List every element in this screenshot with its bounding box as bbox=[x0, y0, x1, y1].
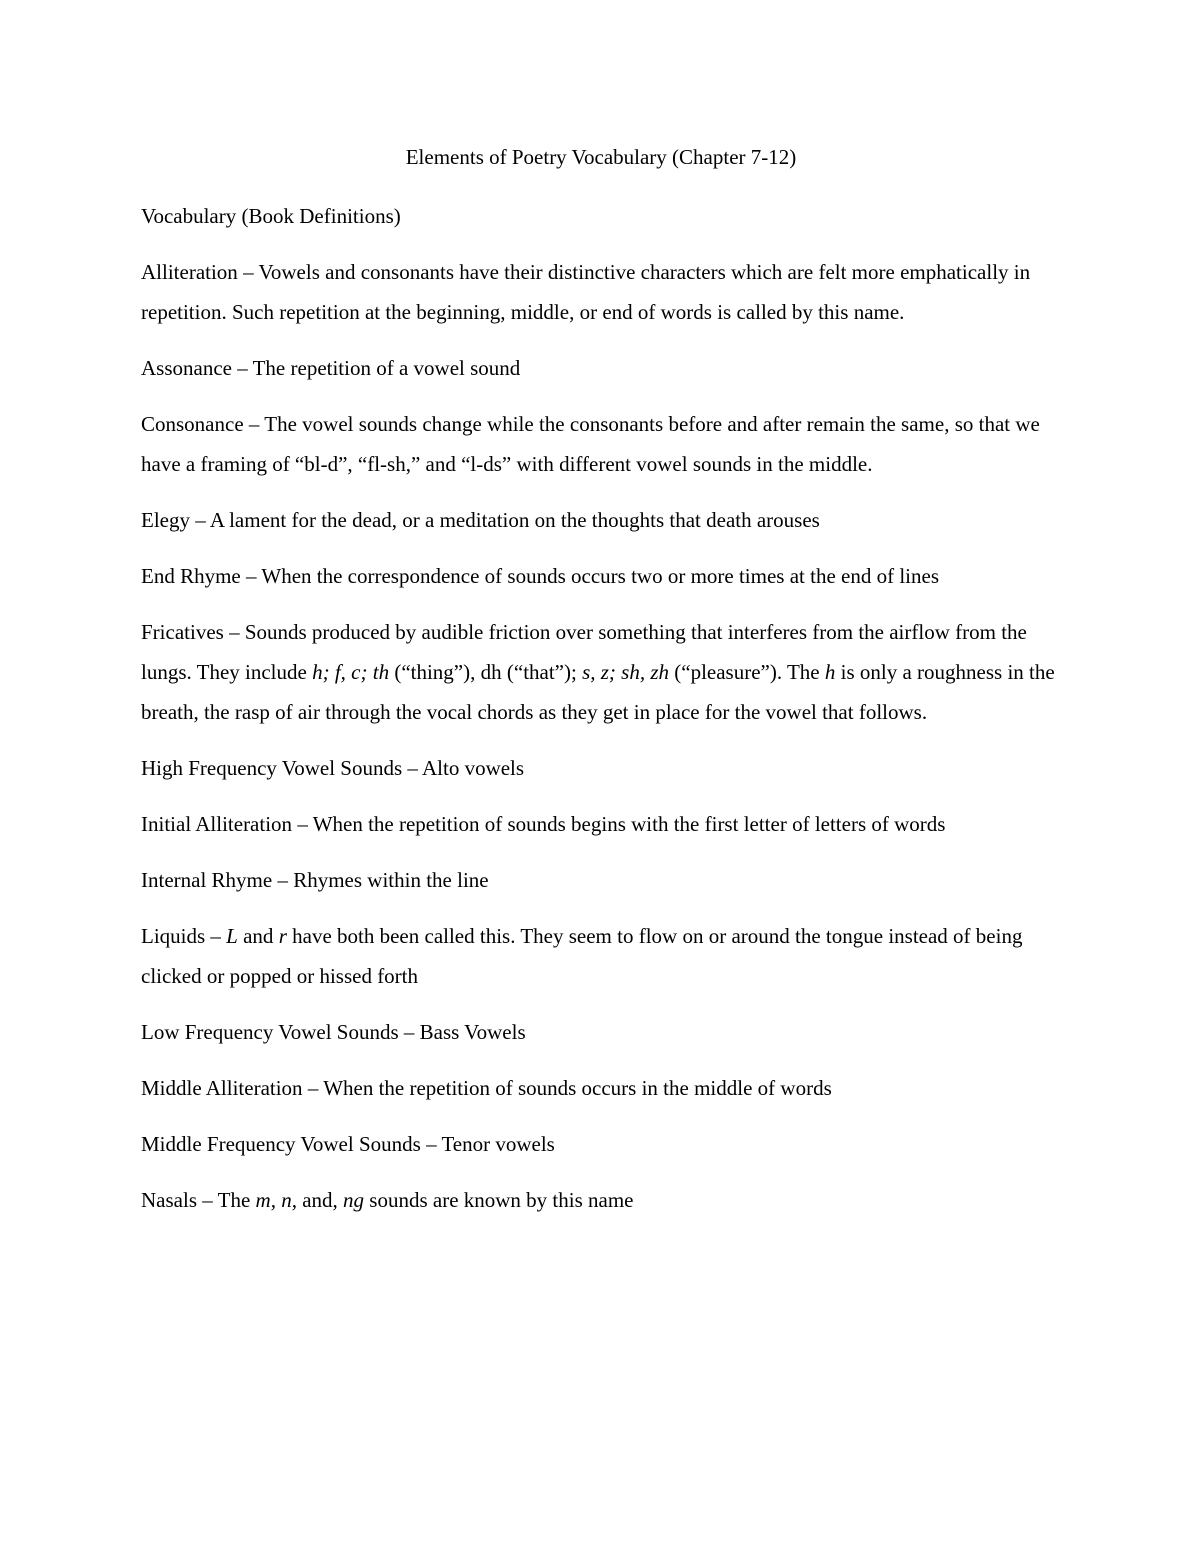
vocabulary-definition bbox=[218, 1188, 634, 1212]
term-separator: – bbox=[420, 1132, 442, 1156]
vocabulary-term: High Frequency Vowel Sounds bbox=[141, 756, 403, 780]
definition-text: have both been called this. They seem to flow on or around the tongue instead of being clicked or popped or hissed forth bbox=[141, 924, 1023, 988]
vocabulary-definition: A lament for the dead, or a meditation on the thoughts that death arouses bbox=[209, 508, 820, 532]
term-separator: – bbox=[197, 1188, 218, 1212]
vocabulary-term: Internal Rhyme bbox=[141, 868, 273, 892]
vocabulary-term: Fricatives bbox=[141, 620, 224, 644]
vocabulary-entry bbox=[141, 612, 1061, 732]
italic-text: L bbox=[226, 924, 238, 948]
vocabulary-term: Assonance bbox=[141, 356, 232, 380]
vocabulary-definition bbox=[141, 620, 1055, 724]
vocabulary-entry bbox=[141, 916, 1061, 996]
italic-text: r bbox=[278, 924, 287, 948]
vocabulary-entry bbox=[141, 348, 1061, 388]
term-separator: – bbox=[205, 924, 227, 948]
term-separator: – bbox=[240, 564, 262, 588]
term-separator: – bbox=[398, 1020, 420, 1044]
vocabulary-entry bbox=[141, 500, 1061, 540]
vocabulary-definition: Bass Vowels bbox=[419, 1020, 526, 1044]
vocabulary-entry bbox=[141, 1012, 1061, 1052]
vocabulary-entry bbox=[141, 1180, 1061, 1220]
vocabulary-definition bbox=[141, 924, 1022, 988]
vocabulary-entry bbox=[141, 556, 1061, 596]
vocabulary-term: End Rhyme bbox=[141, 564, 241, 588]
term-separator: – bbox=[402, 756, 422, 780]
italic-text: s, z; sh, zh bbox=[582, 660, 670, 684]
vocabulary-entry bbox=[141, 804, 1061, 844]
vocabulary-term: Low Frequency Vowel Sounds bbox=[141, 1020, 399, 1044]
vocabulary-term: Elegy bbox=[141, 508, 190, 532]
vocabulary-term: Nasals bbox=[141, 1188, 197, 1212]
vocabulary-definition: When the correspondence of sounds occurs two or more times at the end of lines bbox=[261, 564, 940, 588]
term-separator: – bbox=[243, 412, 265, 436]
vocabulary-definition: Vowels and consonants have their distinctive characters which are felt more emphatically in repetition. Such repetition at the beginning, middle, or end of words is called by this name. bbox=[141, 260, 1031, 324]
definition-text: Sounds produced by audible friction over something that interferes from the airflow from the lungs. They include bbox=[141, 620, 1027, 684]
italic-text: h; f, c; th bbox=[312, 660, 390, 684]
vocabulary-entry bbox=[141, 252, 1061, 332]
term-separator: – bbox=[223, 620, 245, 644]
term-separator: – bbox=[189, 508, 210, 532]
document-body bbox=[141, 141, 1061, 1220]
page-title: Elements of Poetry Vocabulary (Chapter 7-12) bbox=[405, 145, 797, 169]
vocabulary-term: Initial Alliteration bbox=[141, 812, 293, 836]
term-separator: – bbox=[237, 260, 259, 284]
term-separator: – bbox=[272, 868, 294, 892]
vocabulary-list bbox=[141, 236, 1061, 1220]
vocabulary-definition: Tenor vowels bbox=[441, 1132, 555, 1156]
section-subtitle: Vocabulary (Book Definitions) bbox=[141, 204, 401, 228]
vocabulary-term: Consonance bbox=[141, 412, 244, 436]
vocabulary-definition: The vowel sounds change while the consonants before and after remain the same, so that we have a framing of “bl-d”, “fl-sh,” and “l-ds” with different vowel sounds in the middle. bbox=[141, 412, 1040, 476]
vocabulary-definition: Alto vowels bbox=[421, 756, 525, 780]
vocabulary-definition: When the repetition of sounds occurs in the middle of words bbox=[323, 1076, 832, 1100]
vocabulary-term: Middle Frequency Vowel Sounds bbox=[141, 1132, 421, 1156]
vocabulary-entry bbox=[141, 860, 1061, 900]
vocabulary-term: Middle Alliteration bbox=[141, 1076, 303, 1100]
italic-text: m, n, bbox=[255, 1188, 297, 1212]
definition-text: and bbox=[237, 924, 279, 948]
term-separator: – bbox=[292, 812, 313, 836]
vocabulary-entry bbox=[141, 1124, 1061, 1164]
vocabulary-entry bbox=[141, 1068, 1061, 1108]
vocabulary-entry bbox=[141, 748, 1061, 788]
vocabulary-entry bbox=[141, 404, 1061, 484]
vocabulary-term: Liquids bbox=[141, 924, 206, 948]
vocabulary-definition: When the repetition of sounds begins with the first letter of letters of words bbox=[312, 812, 946, 836]
italic-text: ng bbox=[343, 1188, 365, 1212]
vocabulary-definition: Rhymes within the line bbox=[293, 868, 489, 892]
definition-text: (“thing”), dh (“that”); bbox=[389, 660, 583, 684]
definition-text: and, bbox=[296, 1188, 344, 1212]
definition-text: The bbox=[217, 1188, 256, 1212]
term-separator: – bbox=[302, 1076, 324, 1100]
definition-text: sounds are known by this name bbox=[364, 1188, 634, 1212]
italic-text: h bbox=[824, 660, 836, 684]
definition-text: is only a roughness in the breath, the rasp of air through the vocal chords as they get in place for the vowel that follows. bbox=[141, 660, 1055, 724]
definition-text: (“pleasure”). The bbox=[669, 660, 825, 684]
vocabulary-definition: The repetition of a vowel sound bbox=[252, 356, 521, 380]
vocabulary-term: Alliteration bbox=[141, 260, 238, 284]
term-separator: – bbox=[231, 356, 253, 380]
